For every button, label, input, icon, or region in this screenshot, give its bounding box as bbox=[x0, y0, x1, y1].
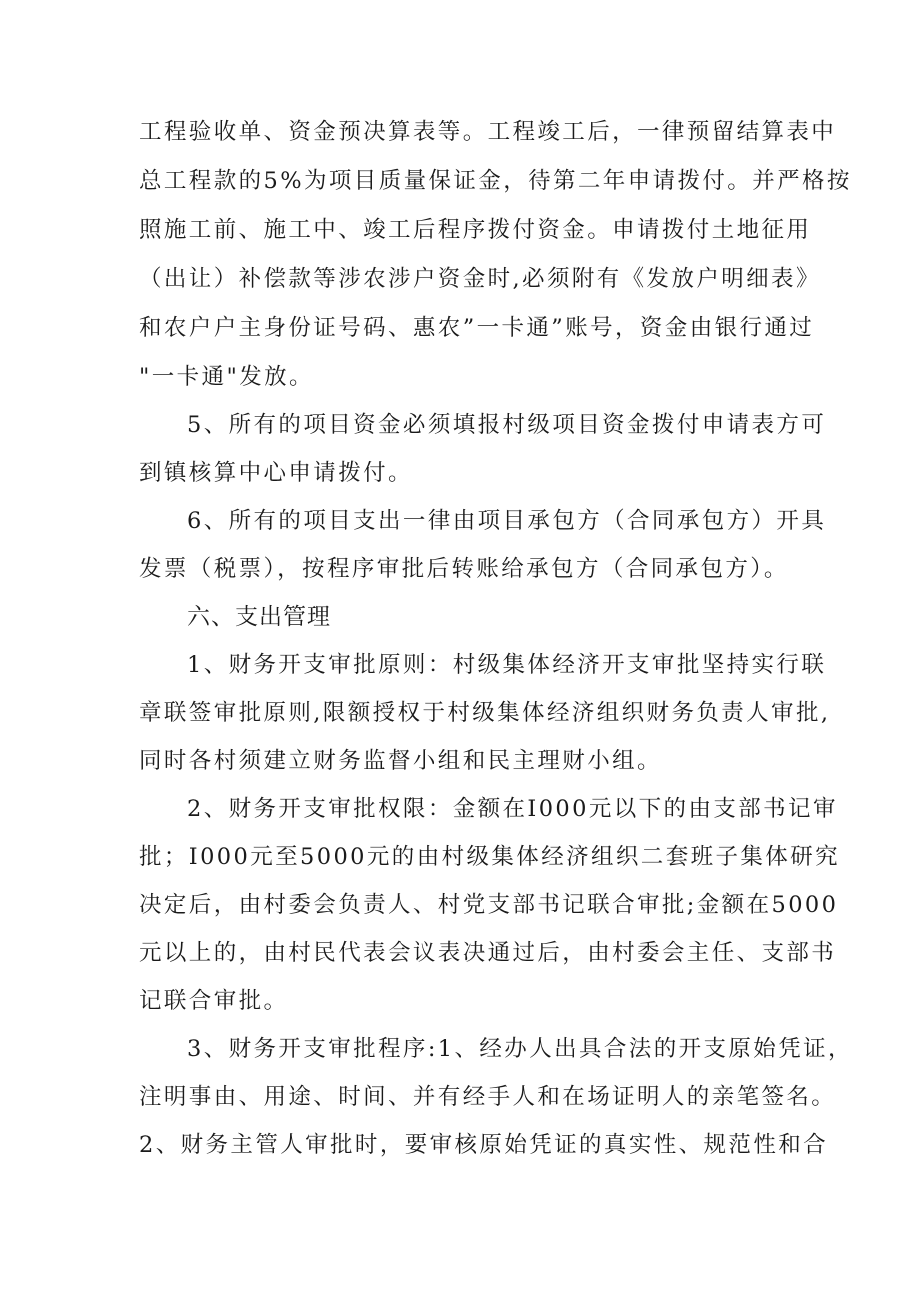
paragraph-line: 记联合审批。 bbox=[139, 988, 289, 1014]
paragraph-line: 6、所有的项目支出一律由项目承包方（合同承包方）开具 bbox=[187, 508, 827, 534]
paragraph-line: 2、财务主管人审批时，要审核原始凭证的真实性、规范性和合 bbox=[139, 1132, 829, 1158]
paragraph-line: 5、所有的项目资金必须填报村级项目资金拨付申请表方可 bbox=[187, 412, 827, 438]
paragraph-line: 到镇核算中心申请拨付。 bbox=[139, 460, 413, 486]
paragraph-line: 和农户户主身份证号码、惠农”一卡通”账号，资金由银行通过 bbox=[139, 315, 815, 341]
paragraph-line: 批；I000元至5000元的由村级集体经济组织二套班子集体研究 bbox=[139, 844, 840, 870]
paragraph-line: "一卡通"发放。 bbox=[139, 364, 314, 390]
paragraph-line: 章联签审批原则,限额授权于村级集体经济组织财务负责人审批, bbox=[139, 700, 831, 726]
paragraph-line: 1、财务开支审批原则：村级集体经济开支审批坚持实行联 bbox=[187, 652, 827, 678]
section-heading: 六、支出管理 bbox=[187, 604, 331, 630]
paragraph-line: （出让）补偿款等涉农涉户资金时,必须附有《发放户明细表》 bbox=[139, 266, 821, 292]
paragraph-line: 同时各村须建立财务监督小组和民主理财小组。 bbox=[139, 748, 662, 774]
paragraph-line: 工程验收单、资金预决算表等。工程竣工后，一律预留结算表中 bbox=[139, 119, 837, 145]
paragraph-line: 总工程款的5%为项目质量保证金，待第二年申请拨付。并严格按 bbox=[139, 168, 852, 194]
paragraph-line: 2、财务开支审批权限：金额在I000元以下的由支部书记审 bbox=[187, 796, 838, 822]
paragraph-line: 决定后，由村委会负责人、村党支部书记联合审批;金额在5000 bbox=[139, 892, 839, 918]
paragraph-line: 元以上的，由村民代表会议表决通过后，由村委会主任、支部书 bbox=[139, 940, 837, 966]
paragraph-line: 注明事由、用途、时间、并有经手人和在场证明人的亲笔签名。 bbox=[139, 1084, 837, 1110]
paragraph-line: 发票（税票），按程序审批后转账给承包方（合同承包方）。 bbox=[139, 556, 789, 582]
paragraph-line: 3、财务开支审批程序:1、经办人出具合法的开支原始凭证， bbox=[187, 1036, 853, 1062]
paragraph-line: 照施工前、施工中、竣工后程序拨付资金。申请拨付土地征用 bbox=[139, 217, 812, 243]
